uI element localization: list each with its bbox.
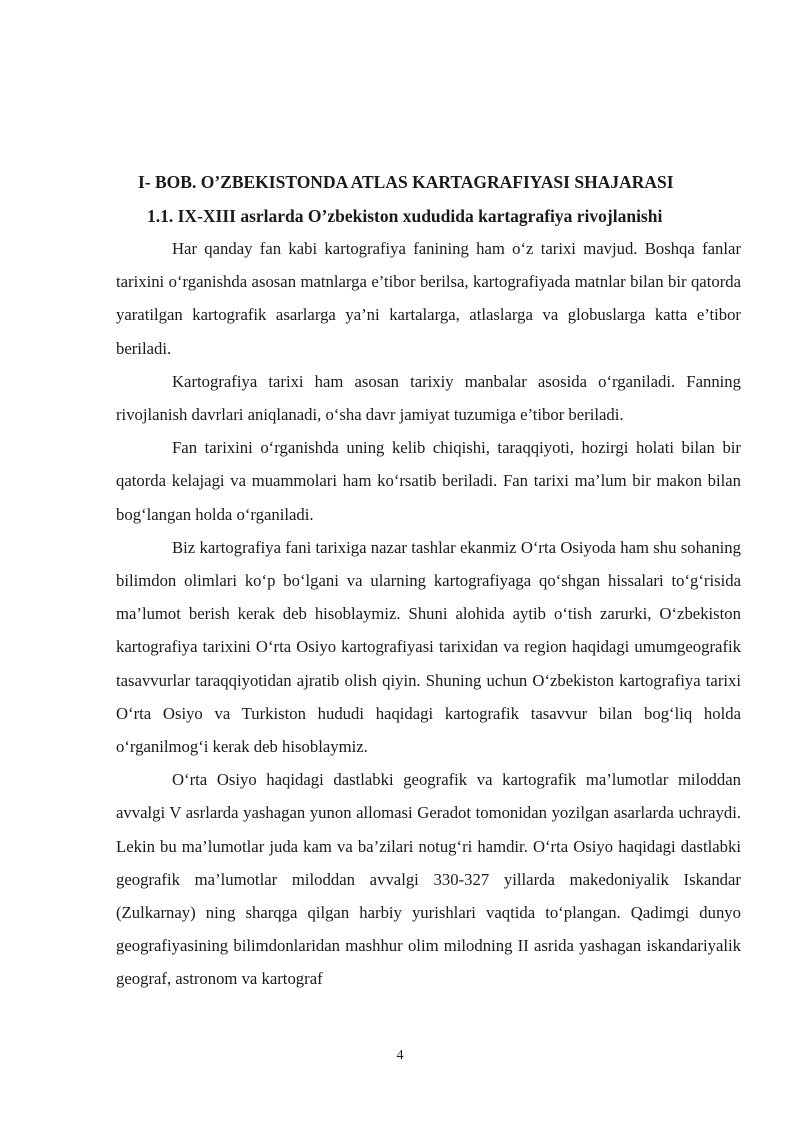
chapter-title: I- BOB. O’ZBEKISTONDA ATLAS KARTAGRAFIYASI SHAJARASI — [138, 172, 674, 192]
paragraph: Fan tarixini o‘rganishda uning kelib chiqishi, taraqqiyoti, hozirgi holati bilan bir qatorda kelajagi va muammolari ham ko‘rsatib beriladi. Fan tarixi ma’lum bir makon bilan bog‘langan holda o‘rganiladi. — [116, 438, 741, 524]
paragraph: Biz kartografiya fani tarixiga nazar tashlar ekanmiz O‘rta Osiyoda ham shu sohaning bilimdon olimlari ko‘p bo‘lgani va ularning kartografiyaga qo‘shgan hissalari to‘g‘risida ma’lumot berish kerak deb hisoblaymiz. Shuni alohida aytib o‘tish zarurki, O‘zbekiston kartografiya tarixini O‘rta Osiyo kartografiyasi tarixidan va region haqidagi umumgeografik tasavvurlar taraqqiyotidan ajratib olish qiyin. Shuning uchun O‘zbekiston kartografiya tarixi O‘rta Osiyo va Turkiston hududi haqidagi kartografik tasavvur bilan bog‘liq holda o‘rganilmog‘i kerak deb hisoblaymiz. — [116, 537, 741, 757]
section-title: 1.1. IX-XIII asrlarda O’zbekiston xududida kartagrafiya rivojlanishi — [147, 206, 663, 226]
paragraph: O‘rta Osiyo haqidagi dastlabki geografik va kartografik ma’lumotlar miloddan avvalgi V asrlarda yashagan yunon allomasi Geradot tomonidan yozilgan asarlarda uchraydi. Lekin bu ma’lumotlar juda kam va ba’zilari notug‘ri hamdir. O‘rta Osiyo haqidagi dastlabki geografik ma’lumotlar miloddan avvalgi 330-327 yillarda makedoniyalik Iskandar (Zulkarnay) ning sharqga qilgan harbiy yurishlari vaqtida to‘plangan. Qadimgi dunyo geografiyasining bilimdonlaridan mashhur olim milodning II asrida yashagan iskandariyalik geograf, astronom va kartograf — [116, 770, 741, 989]
body-text — [116, 232, 741, 996]
page-number: 4 — [396, 1048, 404, 1063]
paragraph: Kartografiya tarixi ham asosan tarixiy manbalar asosida o‘rganiladi. Fanning rivojlanish davrlari aniqlanadi, o‘sha davr jamiyat tuzumiga e’tibor beriladi. — [116, 371, 741, 425]
paragraph: Har qanday fan kabi kartografiya fanining ham o‘z tarixi mavjud. Boshqa fanlar tarixini o‘rganishda asosan matnlarga e’tibor berilsa, kartografiyada matnlar bilan bir qatorda yaratilgan kartografik asarlarga ya’ni kartalarga, atlaslarga va globuslarga katta e’tibor beriladi. — [116, 239, 741, 358]
